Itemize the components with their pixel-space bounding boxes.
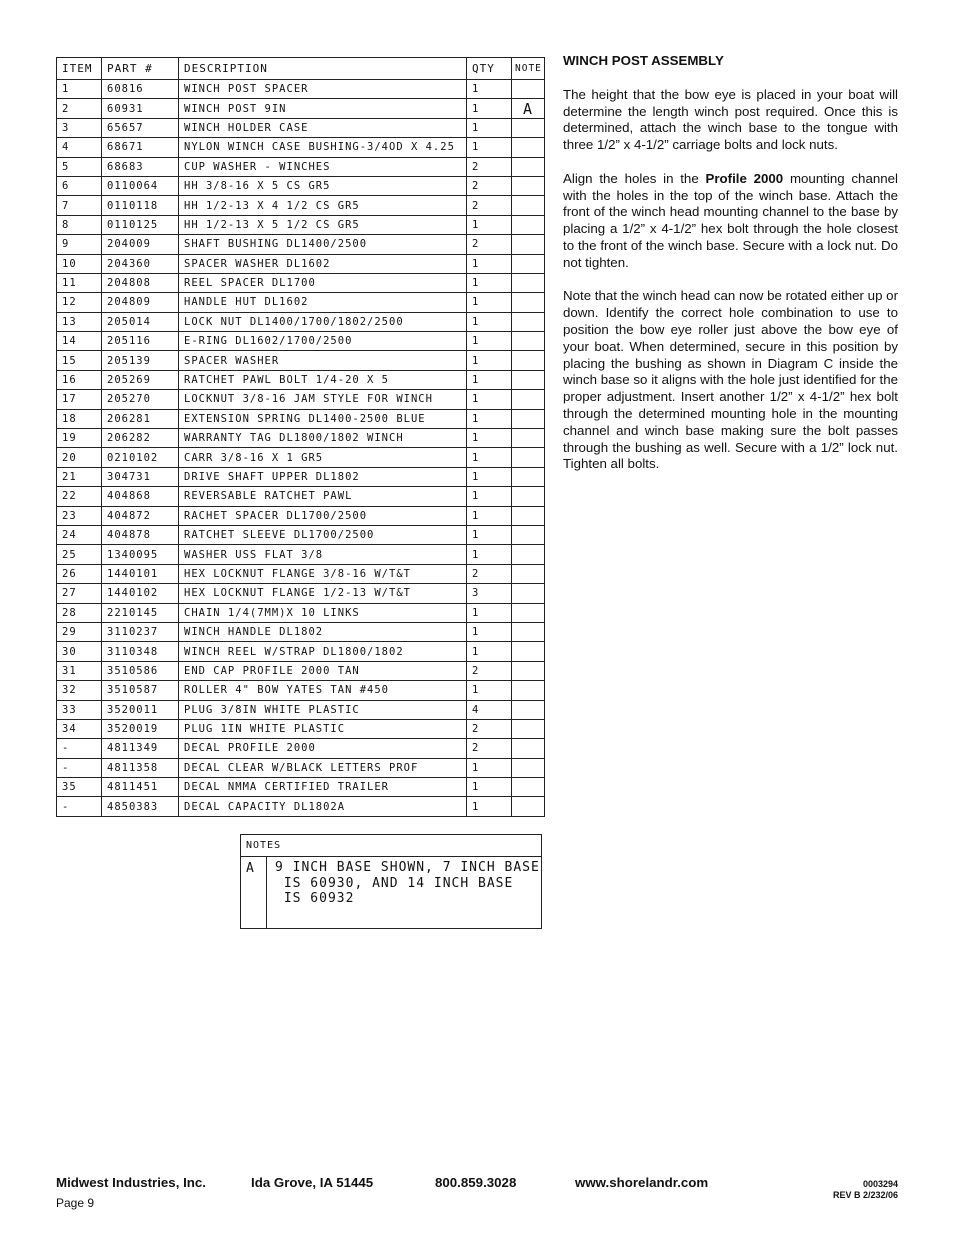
qty-cell: 2 <box>467 564 512 583</box>
qty-cell: 1 <box>467 758 512 777</box>
table-row <box>57 564 545 583</box>
note-column-header: NOTE <box>512 58 545 80</box>
item-cell: 32 <box>57 681 102 700</box>
table-row <box>57 603 545 622</box>
paragraph-align-holes-start: Align the holes in the <box>563 170 706 186</box>
qty-cell: 1 <box>467 506 512 525</box>
description-cell: HEX LOCKNUT FLANGE 3/8-16 W/T&T <box>179 564 467 583</box>
item-cell: 3 <box>57 118 102 137</box>
part-number-cell: 3520019 <box>102 719 179 738</box>
document-number: 0003294 <box>862 1179 898 1189</box>
note-cell <box>512 700 545 719</box>
item-cell: - <box>57 797 102 816</box>
item-cell: 31 <box>57 661 102 680</box>
description-cell: E-RING DL1602/1700/2500 <box>179 332 467 351</box>
item-cell: - <box>57 739 102 758</box>
part-number-cell: 204809 <box>102 293 179 312</box>
qty-cell: 1 <box>467 390 512 409</box>
part-number-cell: 0110118 <box>102 196 179 215</box>
table-row <box>57 370 545 389</box>
qty-cell: 1 <box>467 332 512 351</box>
item-cell: 4 <box>57 138 102 157</box>
note-cell <box>512 370 545 389</box>
table-row <box>57 642 545 661</box>
description-cell: HH 1/2-13 X 5 1/2 CS GR5 <box>179 215 467 234</box>
table-row <box>57 681 545 700</box>
item-cell: 29 <box>57 622 102 641</box>
table-row <box>57 467 545 486</box>
qty-cell: 2 <box>467 176 512 195</box>
note-cell <box>512 448 545 467</box>
paragraph-bow-eye: The height that the bow eye is placed in your boat will determine the length winch post required. Once this is determined, attach the winch base to the tongue with three 1/2” x 4-1/2” carriage bolts and lock nuts. <box>563 86 898 153</box>
table-row <box>57 797 545 816</box>
note-cell <box>512 332 545 351</box>
table-row <box>57 758 545 777</box>
description-cell: SHAFT BUSHING DL1400/2500 <box>179 235 467 254</box>
table-row <box>57 390 545 409</box>
part-number-cell: 3510587 <box>102 681 179 700</box>
paragraph-align-holes <box>563 171 898 272</box>
part-number-cell: 205269 <box>102 370 179 389</box>
paragraph-rotate-winch: Note that the winch head can now be rotated either up or down. Identify the correct hole combination to use to position the bow eye roller just above the bow eye of your boat. When determined, secure in this position by placing the bushing as shown in Diagram C inside the winch base so it aligns with the hole just identified for the proper adjustment. Insert another 1/2” x 4-1/2” hex bolt through the determined mounting hole in the mounting channel and winch base making sure the bolt passes through the bushing as well. Secure with a 1/2” lock nut. Tighten all bolts. <box>563 288 898 472</box>
qty-cell: 2 <box>467 235 512 254</box>
qty-cell: 1 <box>467 622 512 641</box>
part-number-cell: 404872 <box>102 506 179 525</box>
note-cell <box>512 584 545 603</box>
footer-phone: 800.859.3028 <box>435 1175 517 1190</box>
qty-cell: 1 <box>467 118 512 137</box>
part-number-cell: 1340095 <box>102 545 179 564</box>
part-number-cell: 3520011 <box>102 700 179 719</box>
description-cell: WINCH POST 9IN <box>179 99 467 118</box>
document-code <box>833 1179 898 1201</box>
table-row <box>57 448 545 467</box>
qty-cell: 1 <box>467 293 512 312</box>
description-cell: HANDLE HUT DL1602 <box>179 293 467 312</box>
description-cell: DECAL CAPACITY DL1802A <box>179 797 467 816</box>
note-cell <box>512 157 545 176</box>
note-cell <box>512 293 545 312</box>
qty-cell: 1 <box>467 525 512 544</box>
note-cell <box>512 778 545 797</box>
qty-cell: 1 <box>467 215 512 234</box>
table-row <box>57 176 545 195</box>
table-row <box>57 312 545 331</box>
item-cell: 1 <box>57 80 102 99</box>
part-number-cell: 204808 <box>102 273 179 292</box>
item-cell: 2 <box>57 99 102 118</box>
table-row <box>57 487 545 506</box>
description-cell: SPACER WASHER DL1602 <box>179 254 467 273</box>
table-row <box>57 584 545 603</box>
part-number-cell: 205139 <box>102 351 179 370</box>
paragraph-align-holes-end: mounting channel with the holes in the top of the winch base. Attach the front of the winch head mounting channel to the base by placing a 1/2” x 4-1/2” hex bolt through the hole closest to the front of the winch base. Secure with a lock nut. Do not tighten. <box>563 170 898 270</box>
description-cell: WINCH HOLDER CASE <box>179 118 467 137</box>
item-cell: 26 <box>57 564 102 583</box>
part-number-cell: 204360 <box>102 254 179 273</box>
note-cell <box>512 661 545 680</box>
part-number-cell: 60931 <box>102 99 179 118</box>
item-cell: 10 <box>57 254 102 273</box>
item-cell: 27 <box>57 584 102 603</box>
description-cell: PLUG 3/8IN WHITE PLASTIC <box>179 700 467 719</box>
table-row <box>57 661 545 680</box>
section-title: WINCH POST ASSEMBLY <box>563 53 724 68</box>
qty-cell: 2 <box>467 661 512 680</box>
part-number-cell: 204009 <box>102 235 179 254</box>
description-cell: WINCH POST SPACER <box>179 80 467 99</box>
note-cell <box>512 797 545 816</box>
part-number-cell: 68683 <box>102 157 179 176</box>
item-cell: 9 <box>57 235 102 254</box>
description-cell: HH 3/8-16 X 5 CS GR5 <box>179 176 467 195</box>
table-row <box>57 778 545 797</box>
qty-cell: 1 <box>467 351 512 370</box>
part-number-cell: 3110237 <box>102 622 179 641</box>
page-number: Page 9 <box>56 1196 95 1210</box>
item-cell: 13 <box>57 312 102 331</box>
parts-table-body <box>57 80 545 817</box>
part-number-cell: 404868 <box>102 487 179 506</box>
note-cell <box>512 312 545 331</box>
part-number-cell: 205014 <box>102 312 179 331</box>
item-cell: - <box>57 758 102 777</box>
footer-company: Midwest Industries, Inc. <box>56 1175 206 1190</box>
description-cell: HEX LOCKNUT FLANGE 1/2-13 W/T&T <box>179 584 467 603</box>
parts-table <box>56 57 545 817</box>
description-cell: END CAP PROFILE 2000 TAN <box>179 661 467 680</box>
item-cell: 11 <box>57 273 102 292</box>
qty-cell: 1 <box>467 409 512 428</box>
item-cell: 6 <box>57 176 102 195</box>
note-cell <box>512 622 545 641</box>
part-number-cell: 0110064 <box>102 176 179 195</box>
description-cell: CUP WASHER - WINCHES <box>179 157 467 176</box>
description-cell: WINCH REEL W/STRAP DL1800/1802 <box>179 642 467 661</box>
item-cell: 22 <box>57 487 102 506</box>
description-cell: WASHER USS FLAT 3/8 <box>179 545 467 564</box>
item-cell: 16 <box>57 370 102 389</box>
part-number-cell: 205116 <box>102 332 179 351</box>
qty-cell: 3 <box>467 584 512 603</box>
qty-cell: 1 <box>467 797 512 816</box>
table-row <box>57 622 545 641</box>
item-column-header: ITEM <box>57 58 102 80</box>
part-number-cell: 3510586 <box>102 661 179 680</box>
note-cell <box>512 525 545 544</box>
note-cell <box>512 506 545 525</box>
description-cell: PLUG 1IN WHITE PLASTIC <box>179 719 467 738</box>
assembly-instructions <box>563 53 898 490</box>
table-row <box>57 332 545 351</box>
item-cell: 18 <box>57 409 102 428</box>
table-row <box>57 506 545 525</box>
part-number-cell: 4850383 <box>102 797 179 816</box>
table-row <box>57 273 545 292</box>
qty-cell: 1 <box>467 545 512 564</box>
qty-cell: 2 <box>467 739 512 758</box>
description-cell: WINCH HANDLE DL1802 <box>179 622 467 641</box>
note-cell <box>512 758 545 777</box>
note-letter: A <box>241 857 267 928</box>
item-cell: 24 <box>57 525 102 544</box>
description-cell: DECAL PROFILE 2000 <box>179 739 467 758</box>
document-revision: REV B 2/232/06 <box>832 1190 898 1200</box>
item-cell: 7 <box>57 196 102 215</box>
qty-cell: 2 <box>467 719 512 738</box>
item-cell: 5 <box>57 157 102 176</box>
description-cell: RACHET SPACER DL1700/2500 <box>179 506 467 525</box>
part-number-cell: 0110125 <box>102 215 179 234</box>
part-number-cell: 206282 <box>102 429 179 448</box>
table-row <box>57 215 545 234</box>
footer-location: Ida Grove, IA 51445 <box>251 1175 374 1190</box>
note-cell <box>512 176 545 195</box>
item-cell: 21 <box>57 467 102 486</box>
qty-cell: 1 <box>467 603 512 622</box>
note-cell <box>512 545 545 564</box>
note-cell <box>512 215 545 234</box>
description-cell: NYLON WINCH CASE BUSHING-3/4OD X 4.25 <box>179 138 467 157</box>
qty-cell: 1 <box>467 273 512 292</box>
table-row <box>57 196 545 215</box>
description-column-header: DESCRIPTION <box>179 58 467 80</box>
table-row <box>57 351 545 370</box>
table-row <box>57 293 545 312</box>
description-cell: LOCK NUT DL1400/1700/1802/2500 <box>179 312 467 331</box>
qty-cell: 1 <box>467 254 512 273</box>
qty-cell: 1 <box>467 138 512 157</box>
qty-cell: 1 <box>467 487 512 506</box>
qty-cell: 2 <box>467 157 512 176</box>
description-cell: CARR 3/8-16 X 1 GR5 <box>179 448 467 467</box>
item-cell: 20 <box>57 448 102 467</box>
description-cell: DRIVE SHAFT UPPER DL1802 <box>179 467 467 486</box>
note-cell <box>512 487 545 506</box>
qty-column-header: QTY <box>467 58 512 80</box>
qty-cell: 4 <box>467 700 512 719</box>
part-number-cell: 65657 <box>102 118 179 137</box>
part-number-cell: 60816 <box>102 80 179 99</box>
item-cell: 17 <box>57 390 102 409</box>
qty-cell: 1 <box>467 99 512 118</box>
notes-box <box>240 834 542 929</box>
qty-cell: 1 <box>467 429 512 448</box>
item-cell: 23 <box>57 506 102 525</box>
table-row <box>57 719 545 738</box>
qty-cell: 1 <box>467 80 512 99</box>
description-cell: EXTENSION SPRING DL1400-2500 BLUE <box>179 409 467 428</box>
qty-cell: 1 <box>467 370 512 389</box>
note-cell <box>512 351 545 370</box>
part-number-cell: 3110348 <box>102 642 179 661</box>
table-row <box>57 157 545 176</box>
item-cell: 35 <box>57 778 102 797</box>
table-row <box>57 409 545 428</box>
table-row <box>57 525 545 544</box>
note-cell <box>512 118 545 137</box>
description-cell: RATCHET PAWL BOLT 1/4-20 X 5 <box>179 370 467 389</box>
note-cell <box>512 429 545 448</box>
qty-cell: 1 <box>467 681 512 700</box>
qty-cell: 1 <box>467 312 512 331</box>
table-row <box>57 739 545 758</box>
description-cell: HH 1/2-13 X 4 1/2 CS GR5 <box>179 196 467 215</box>
note-text: 9 INCH BASE SHOWN, 7 INCH BASE IS 60930, AND 14 INCH BASE IS 60932 <box>275 860 540 906</box>
note-cell <box>512 254 545 273</box>
table-row <box>57 99 545 118</box>
table-row <box>57 700 545 719</box>
description-cell: REEL SPACER DL1700 <box>179 273 467 292</box>
product-name: Profile 2000 <box>705 170 784 186</box>
table-row <box>57 429 545 448</box>
part-number-column-header: PART # <box>102 58 179 80</box>
note-cell: A <box>512 99 545 118</box>
qty-cell: 1 <box>467 778 512 797</box>
note-cell <box>512 80 545 99</box>
part-number-cell: 4811451 <box>102 778 179 797</box>
item-cell: 12 <box>57 293 102 312</box>
qty-cell: 1 <box>467 448 512 467</box>
description-cell: REVERSABLE RATCHET PAWL <box>179 487 467 506</box>
description-cell: DECAL CLEAR W/BLACK LETTERS PROF <box>179 758 467 777</box>
notes-row <box>241 857 541 928</box>
table-row <box>57 118 545 137</box>
notes-header: NOTES <box>241 835 541 857</box>
part-number-cell: 4811358 <box>102 758 179 777</box>
item-cell: 28 <box>57 603 102 622</box>
table-row <box>57 545 545 564</box>
description-cell: RATCHET SLEEVE DL1700/2500 <box>179 525 467 544</box>
note-cell <box>512 409 545 428</box>
note-cell <box>512 390 545 409</box>
footer-website[interactable]: www.shorelandr.com <box>575 1175 709 1190</box>
part-number-cell: 2210145 <box>102 603 179 622</box>
item-cell: 34 <box>57 719 102 738</box>
table-row <box>57 235 545 254</box>
qty-cell: 1 <box>467 467 512 486</box>
item-cell: 8 <box>57 215 102 234</box>
item-cell: 33 <box>57 700 102 719</box>
description-cell: SPACER WASHER <box>179 351 467 370</box>
qty-cell: 1 <box>467 642 512 661</box>
table-row <box>57 80 545 99</box>
item-cell: 30 <box>57 642 102 661</box>
note-cell <box>512 467 545 486</box>
part-number-cell: 1440101 <box>102 564 179 583</box>
item-cell: 15 <box>57 351 102 370</box>
item-cell: 25 <box>57 545 102 564</box>
note-cell <box>512 235 545 254</box>
description-cell: DECAL NMMA CERTIFIED TRAILER <box>179 778 467 797</box>
note-cell <box>512 681 545 700</box>
part-number-cell: 4811349 <box>102 739 179 758</box>
qty-cell: 2 <box>467 196 512 215</box>
part-number-cell: 0210102 <box>102 448 179 467</box>
description-cell: WARRANTY TAG DL1800/1802 WINCH <box>179 429 467 448</box>
parts-table-header-row <box>57 58 545 80</box>
table-row <box>57 138 545 157</box>
item-cell: 19 <box>57 429 102 448</box>
note-cell <box>512 603 545 622</box>
part-number-cell: 205270 <box>102 390 179 409</box>
note-cell <box>512 564 545 583</box>
part-number-cell: 404878 <box>102 525 179 544</box>
description-cell: ROLLER 4" BOW YATES TAN #450 <box>179 681 467 700</box>
part-number-cell: 68671 <box>102 138 179 157</box>
part-number-cell: 304731 <box>102 467 179 486</box>
part-number-cell: 1440102 <box>102 584 179 603</box>
item-cell: 14 <box>57 332 102 351</box>
table-row <box>57 254 545 273</box>
description-cell: CHAIN 1/4(7MM)X 10 LINKS <box>179 603 467 622</box>
note-cell <box>512 739 545 758</box>
description-cell: LOCKNUT 3/8-16 JAM STYLE FOR WINCH <box>179 390 467 409</box>
note-cell <box>512 273 545 292</box>
note-cell <box>512 138 545 157</box>
note-cell <box>512 642 545 661</box>
note-cell <box>512 719 545 738</box>
note-cell <box>512 196 545 215</box>
part-number-cell: 206281 <box>102 409 179 428</box>
